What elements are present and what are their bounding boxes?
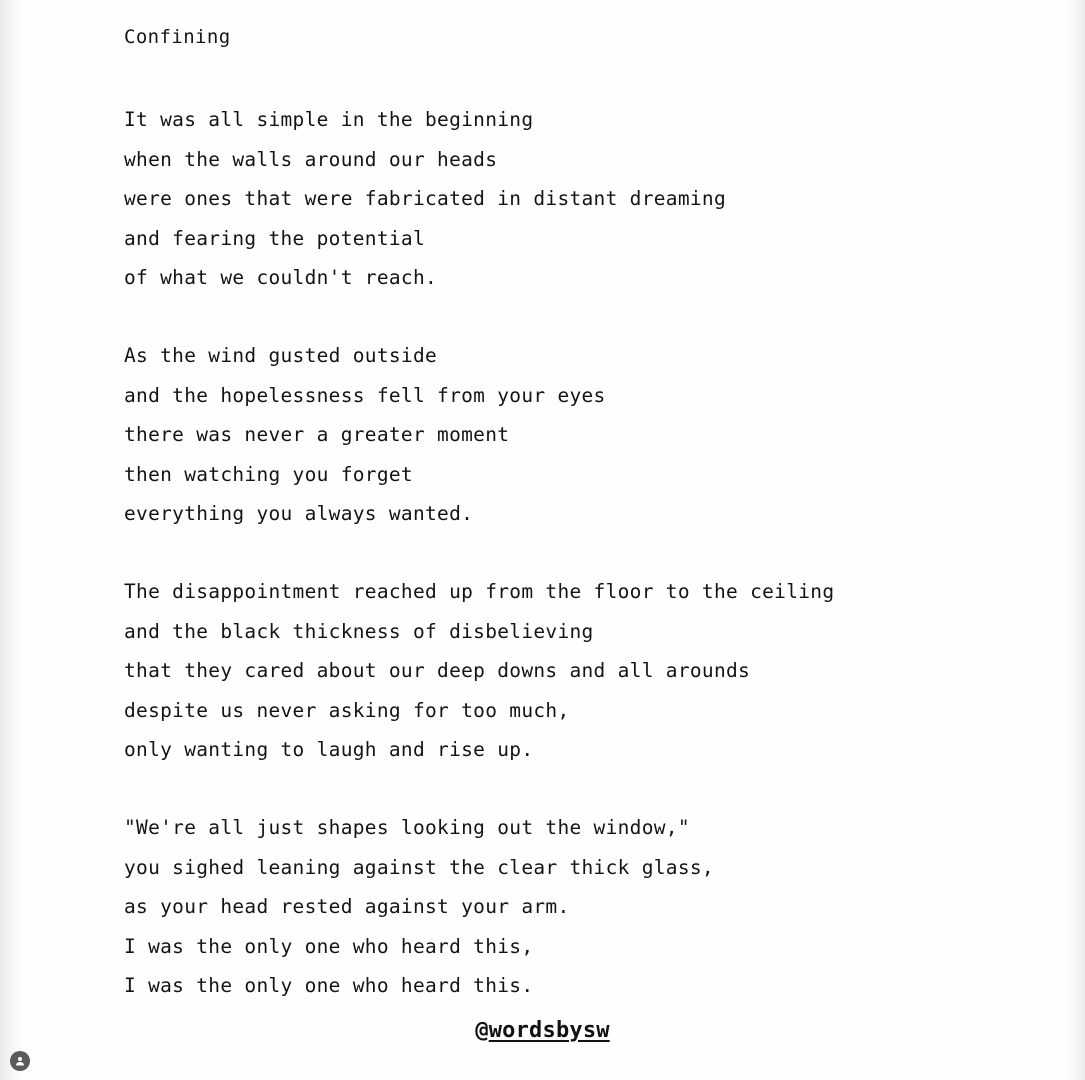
poem-line: I was the only one who heard this. [124, 974, 534, 998]
poem-line: and the black thickness of disbelieving [124, 619, 594, 643]
poem-line: I was the only one who heard this, [124, 934, 534, 958]
poem-line: everything you always wanted. [124, 502, 474, 526]
stanza [124, 100, 984, 298]
poem-line: As the wind gusted outside [124, 343, 438, 367]
poem-line: that they cared about our deep downs and all arounds [124, 659, 751, 683]
poem-line: despite us never asking for too much, [124, 698, 570, 722]
stanza [124, 808, 984, 1006]
poem-line: only wanting to laugh and rise up. [124, 738, 534, 762]
poem-line: and fearing the potential [124, 226, 425, 250]
person-icon[interactable] [10, 1051, 30, 1071]
poem-line: "We're all just shapes looking out the window," [124, 815, 690, 839]
poem-line: were ones that were fabricated in distant dreaming [124, 187, 726, 211]
poem-line: you sighed leaning against the clear thick glass, [124, 855, 714, 879]
poem-body [124, 26, 984, 1006]
poem-line: and the hopelessness fell from your eyes [124, 383, 606, 407]
poem-line: then watching you forget [124, 462, 413, 486]
poem-line: The disappointment reached up from the floor to the ceiling [124, 579, 835, 603]
poem-line: as your head rested against your arm. [124, 895, 570, 919]
poem-line: It was all simple in the beginning [124, 108, 534, 131]
page-title: Confining [124, 26, 231, 48]
poem-line: of what we couldn't reach. [124, 266, 438, 290]
handle-text [475, 1018, 609, 1045]
stanza [124, 336, 984, 534]
handle-username: wordsbysw [488, 1018, 610, 1043]
stanza [124, 572, 984, 770]
signature-handle [0, 1018, 1085, 1045]
at-symbol: @ [475, 1018, 489, 1043]
poem-line: there was never a greater moment [124, 423, 510, 447]
poem-line: when the walls around our heads [124, 147, 498, 171]
